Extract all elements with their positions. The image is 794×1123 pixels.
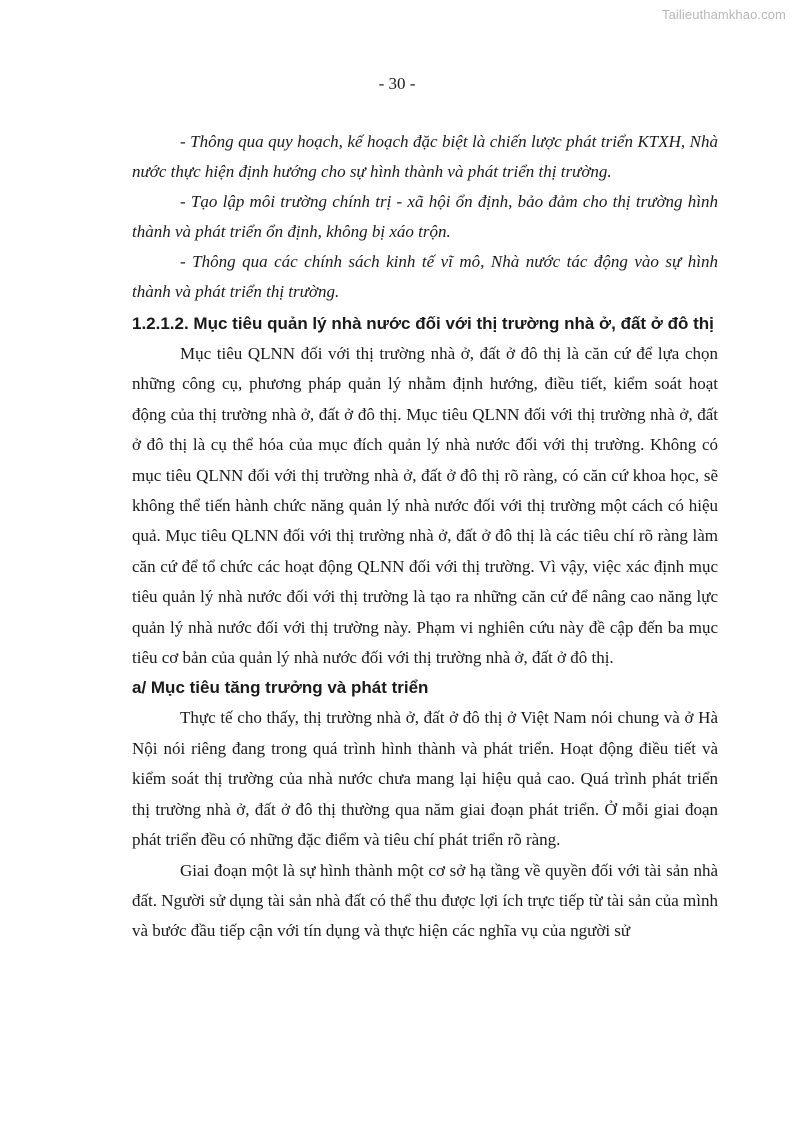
section-paragraph: Mục tiêu QLNN đối với thị trường nhà ở, đất ở đô thị là căn cứ để lựa chọn những công cụ, phương pháp quản lý nhằm định hướng, điều tiết, kiểm soát hoạt động của thị trường nhà ở, đất ở đô thị. Mục tiêu QLNN đối với thị trường nhà ở, đất ở đô thị là cụ thể hóa của mục đích quản lý nhà nước đối với thị trường. Không có mục tiêu QLNN đối với thị trường nhà ở, đất ở đô thị rõ ràng, có căn cứ khoa học, sẽ không thể tiến hành chức năng quản lý nhà nước đối với thị trường một cách có hiệu quả. Mục tiêu QLNN đối với thị trường nhà ở, đất ở đô thị là các tiêu chí rõ ràng làm căn cứ để tổ chức các hoạt động QLNN đối với thị trường. Vì vậy, việc xác định mục tiêu quản lý nhà nước đối với thị trường là tạo ra những căn cứ để nâng cao năng lực quản lý nhà nước đối với thị trường này. Phạm vi nghiên cứu này đề cập đến ba mục tiêu cơ bản của quản lý nhà nước đối với thị trường nhà ở, đất ở đô thị. xyxy=(132,344,718,668)
watermark-text: Tailieuthamkhao.com xyxy=(661,7,786,22)
page-number: - 30 - xyxy=(378,74,416,93)
subsection-paragraph-2: Giai đoạn một là sự hình thành một cơ sở hạ tầng về quyền đối với tài sản nhà đất. Người sử dụng tài sản nhà đất có thể thu được lợi ích trực tiếp từ tài sản của mình và bước đầu tiếp cận với tín dụng và thực hiện các nghĩa vụ của người sử xyxy=(132,860,718,941)
intro-paragraph-2: - Tạo lập môi trường chính trị - xã hội ổn định, bảo đảm cho thị trường hình thành và phát triển ổn định, không bị xáo trộn. xyxy=(132,192,718,241)
intro-paragraph-3: - Thông qua các chính sách kinh tế vĩ mô, Nhà nước tác động vào sự hình thành và phát triển thị trường. xyxy=(132,252,718,301)
subsection-heading: a/ Mục tiêu tăng trưởng và phát triển xyxy=(132,678,429,698)
document-body xyxy=(132,127,718,947)
section-heading: 1.2.1.2. Mục tiêu quản lý nhà nước đối với thị trường nhà ở, đất ở đô thị xyxy=(132,314,714,333)
intro-paragraph-1: - Thông qua quy hoạch, kế hoạch đặc biệt là chiến lược phát triển KTXH, Nhà nước thực hiện định hướng cho sự hình thành và phát triển thị trường. xyxy=(132,132,718,181)
subsection-paragraph-1: Thực tế cho thấy, thị trường nhà ở, đất ở đô thị ở Việt Nam nói chung và ở Hà Nội nói riêng đang trong quá trình hình thành và phát triển. Hoạt động điều tiết và kiểm soát thị trường của nhà nước chưa mang lại hiệu quả cao. Quá trình phát triển thị trường nhà ở, đất ở đô thị thường qua năm giai đoạn phát triển. Ở mỗi giai đoạn phát triển đều có những đặc điểm và tiêu chí phát triển rõ ràng. xyxy=(132,708,718,850)
